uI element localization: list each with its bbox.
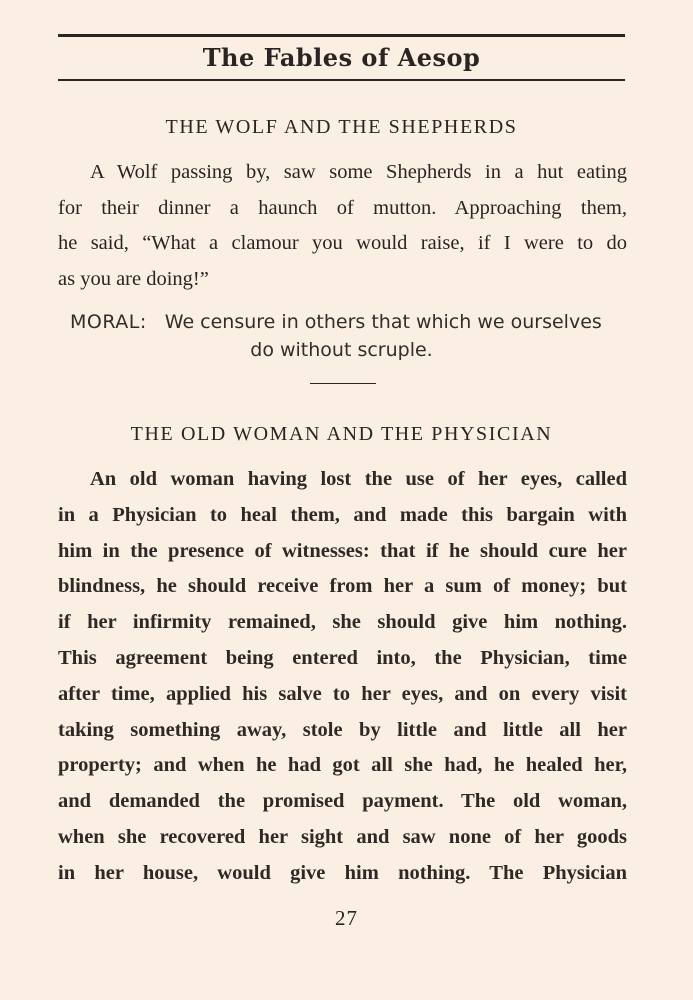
text-line: This agreement being entered into, the Physician, time bbox=[58, 646, 627, 669]
text-line: as you are doing!” bbox=[58, 267, 209, 290]
text-line: if her infirmity remained, she should give him nothing. bbox=[58, 611, 627, 634]
text-line: he said, “What a clamour you would raise, if I were to do bbox=[58, 232, 627, 254]
header-rule-bottom bbox=[58, 79, 625, 81]
moral-line: do without scruple. bbox=[250, 339, 433, 361]
text-line: when she recovered her sight and saw none of her goods bbox=[58, 825, 627, 848]
text-line: him in the presence of witnesses: that if he should cure her bbox=[58, 539, 627, 562]
text-line: A Wolf passing by, saw some Shepherds in a hut eating bbox=[90, 161, 627, 183]
moral-label: MORAL: bbox=[70, 311, 147, 333]
moral-line bbox=[58, 308, 625, 336]
text-line: for their dinner a haunch of mutton. Approaching them, bbox=[58, 196, 627, 219]
page-number: 27 bbox=[335, 906, 358, 930]
text-line: property; and when he had got all she had, he healed her, bbox=[58, 754, 627, 777]
text-line: An old woman having lost the use of her eyes, called bbox=[90, 468, 627, 490]
story-title-wolf-and-shepherds: THE WOLF AND THE SHEPHERDS bbox=[165, 116, 518, 138]
running-head: The Fables of Aesop bbox=[202, 43, 481, 72]
moral bbox=[58, 308, 625, 364]
story-text-wolf-and-shepherds bbox=[58, 155, 627, 297]
header-rule-top bbox=[58, 34, 625, 37]
text-line: in a Physician to heal them, and made this bargain with bbox=[58, 503, 627, 526]
text-line: blindness, he should receive from her a sum of money; but bbox=[58, 575, 627, 598]
text-line: taking something away, stole by little and little all her bbox=[58, 718, 627, 741]
text-line: in her house, would give him nothing. The Physician bbox=[58, 861, 627, 884]
section-divider bbox=[310, 383, 376, 384]
moral-text: We censure in others that which we ourselves bbox=[164, 311, 602, 333]
story-text-old-woman-and-physician bbox=[58, 462, 627, 892]
story-title-old-woman-and-physician: THE OLD WOMAN AND THE PHYSICIAN bbox=[130, 423, 553, 445]
text-line: after time, applied his salve to her eyes, and on every visit bbox=[58, 682, 627, 705]
text-line: and demanded the promised payment. The old woman, bbox=[58, 790, 627, 813]
